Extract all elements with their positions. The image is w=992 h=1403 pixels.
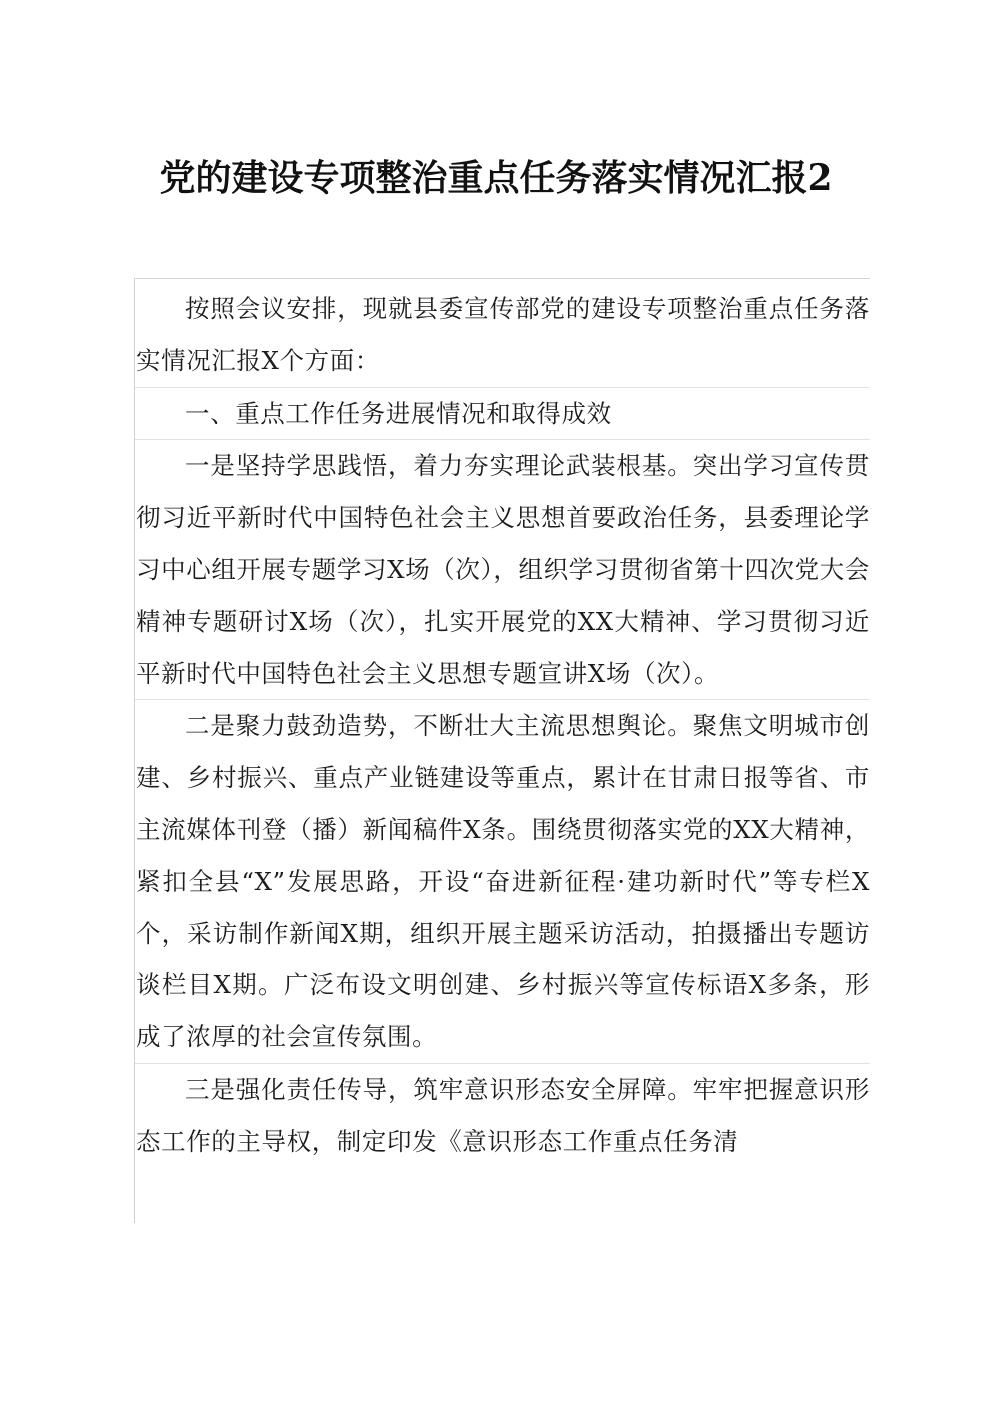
section-heading: 一、重点工作任务进展情况和取得成效 (135, 388, 870, 441)
paragraph-point-3: 三是强化责任传导，筑牢意识形态安全屏障。牢牢把握意识形态工作的主导权，制定印发《意识形态工作重点任务清 (136, 1074, 870, 1156)
paragraph-point-1: 一是坚持学思践悟，着力夯实理论武装根基。突出学习宣传贯彻习近平新时代中国特色社会主义思想首要政治任务，县委理论学习中心组开展专题学习X场（次），组织学习贯彻省第十四次党大会精神专题研讨X场（次），扎实开展党的XX大精神、学习贯彻习近平新时代中国特色社会主义思想专题宣讲X场（次）。 (135, 440, 870, 700)
paragraph-intro: 按照会议安排，现就县委宣传部党的建设专项整治重点任务落实情况汇报X个方面： (135, 279, 870, 388)
document-body (134, 278, 870, 1223)
paragraph-point-2: 二是聚力鼓劲造势，不断壮大主流思想舆论。聚焦文明城市创建、乡村振兴、重点产业链建设等重点，累计在甘肃日报等省、市主流媒体刊登（播）新闻稿件X条。围绕贯彻落实党的XX大精神，紧扣全县“X”发展思路，开设“奋进新征程·建功新时代”等专栏X个，采访制作新闻X期，组织开展主题采访活动，拍摄播出专题访谈栏目X期。广泛布设文明创建、乡村振兴等宣传标语X多条，形成了浓厚的社会宣传氛围。 (135, 700, 870, 1064)
page-title: 党的建设专项整治重点任务落实情况汇报2 (159, 157, 833, 199)
